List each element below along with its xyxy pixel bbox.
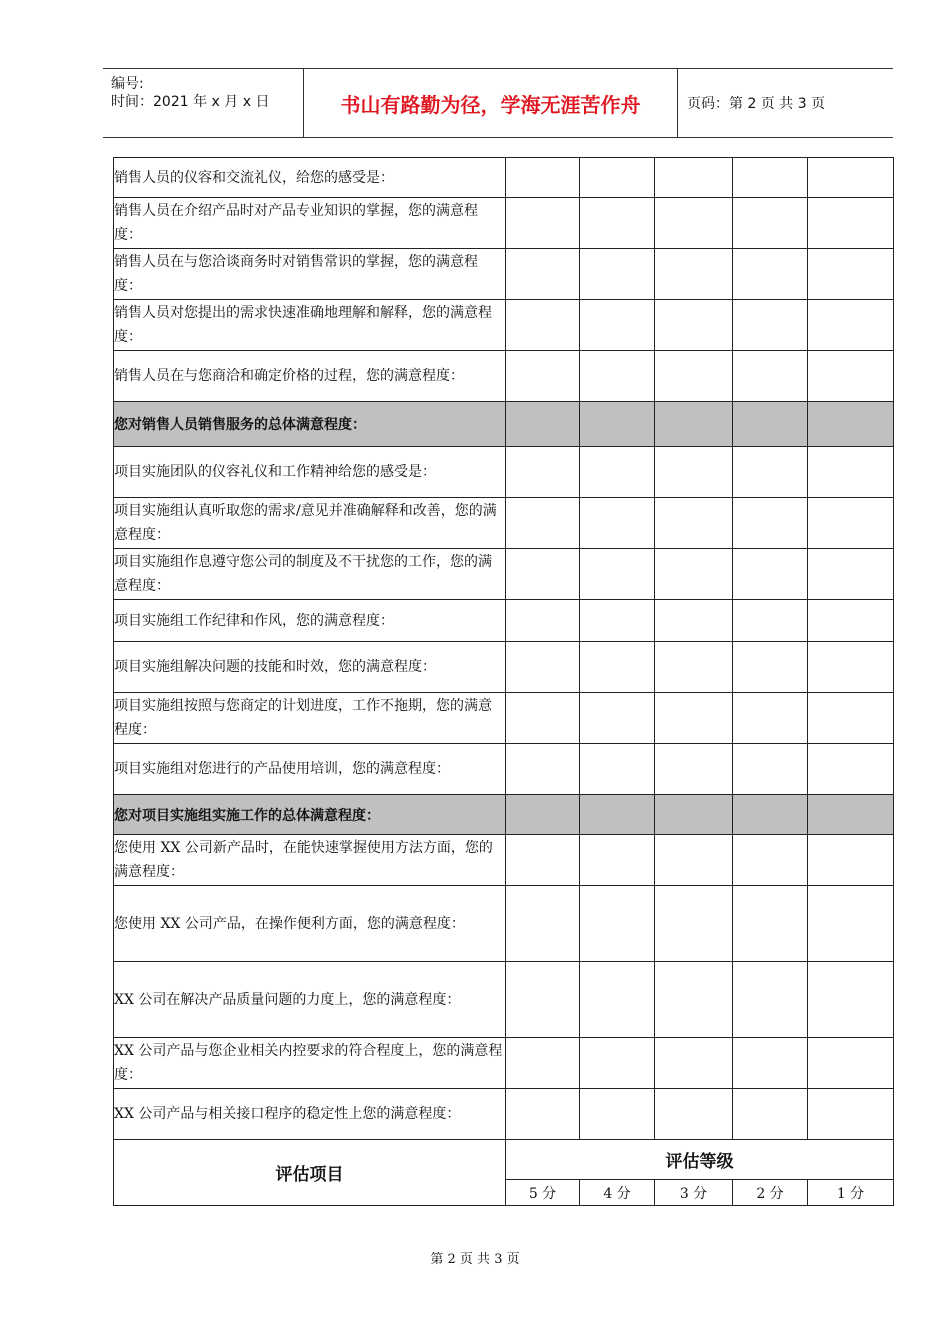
rating-cell[interactable] [808, 600, 894, 642]
rating-cell[interactable] [733, 962, 808, 1038]
summary-cell: 您对销售人员销售服务的总体满意程度： [114, 402, 506, 447]
page-footer: 第 2 页 共 3 页 [430, 1252, 520, 1267]
rating-cell[interactable] [808, 693, 894, 744]
rating-cell[interactable] [733, 198, 808, 249]
rating-cell[interactable] [580, 1089, 655, 1140]
rating-cell[interactable] [733, 744, 808, 795]
table-row [114, 1038, 894, 1089]
rating-cell[interactable] [655, 962, 733, 1038]
rating-cell[interactable] [655, 835, 733, 886]
rating-cell[interactable] [506, 198, 580, 249]
rating-cell[interactable] [580, 1038, 655, 1089]
rating-cell[interactable] [808, 886, 894, 962]
rating-cell[interactable] [808, 744, 894, 795]
table-header-row [114, 1140, 894, 1180]
rating-cell[interactable] [808, 642, 894, 693]
rating-cell[interactable] [506, 693, 580, 744]
table-row [114, 549, 894, 600]
evaluation-table [113, 157, 894, 1206]
table-row [114, 962, 894, 1038]
time-label: 时间：2021 年 x 月 x 日 [111, 94, 270, 110]
rating-cell[interactable] [580, 795, 655, 835]
rating-cell[interactable] [506, 498, 580, 549]
rating-cell[interactable] [808, 158, 894, 198]
rating-cell[interactable] [655, 498, 733, 549]
rating-cell[interactable] [808, 1089, 894, 1140]
rating-cell[interactable] [655, 744, 733, 795]
table-row [114, 693, 894, 744]
rating-cell[interactable] [733, 447, 808, 498]
question-cell: XX 公司产品与您企业相关内控要求的符合程度上，您的满意程度： [114, 1038, 506, 1089]
rating-cell[interactable] [655, 886, 733, 962]
table-row [114, 249, 894, 300]
rating-cell[interactable] [580, 693, 655, 744]
rating-cell[interactable] [733, 402, 808, 447]
rating-cell[interactable] [733, 351, 808, 402]
header-motto: 书山有路勤为径，学海无涯苦作舟 [304, 69, 678, 137]
rating-cell[interactable] [580, 402, 655, 447]
rating-cell[interactable] [808, 447, 894, 498]
rating-cell[interactable] [506, 642, 580, 693]
summary-cell: 您对项目实施组实施工作的总体满意程度： [114, 795, 506, 835]
rating-cell[interactable] [506, 962, 580, 1038]
table-row [114, 886, 894, 962]
rating-cell[interactable] [506, 1038, 580, 1089]
rating-cell[interactable] [655, 693, 733, 744]
rating-cell[interactable] [655, 249, 733, 300]
question-cell: 项目实施组工作纪律和作风，您的满意程度： [114, 600, 506, 642]
rating-cell[interactable] [808, 498, 894, 549]
number-label: 编号: [111, 76, 144, 92]
rating-cell[interactable] [580, 198, 655, 249]
table-row [114, 300, 894, 351]
question-cell: 项目实施组解决问题的技能和时效，您的满意程度： [114, 642, 506, 693]
score-header: 5 分 [506, 1180, 580, 1206]
rating-cell[interactable] [506, 795, 580, 835]
question-cell: 您使用 XX 公司新产品时，在能快速掌握使用方法方面，您的满意程度： [114, 835, 506, 886]
rating-cell[interactable] [580, 642, 655, 693]
rating-cell[interactable] [506, 351, 580, 402]
rating-cell[interactable] [655, 351, 733, 402]
rating-cell[interactable] [580, 249, 655, 300]
question-cell: 销售人员在介绍产品时对产品专业知识的掌握，您的满意程度： [114, 198, 506, 249]
question-cell: 销售人员的仪容和交流礼仪，给您的感受是： [114, 158, 506, 198]
rating-cell[interactable] [506, 402, 580, 447]
score-header: 3 分 [655, 1180, 733, 1206]
rating-cell[interactable] [506, 300, 580, 351]
evaluation-item-header: 评估项目 [114, 1140, 506, 1206]
question-cell: 项目实施组按照与您商定的计划进度，工作不拖期，您的满意程度： [114, 693, 506, 744]
rating-cell[interactable] [506, 158, 580, 198]
rating-cell[interactable] [580, 600, 655, 642]
rating-cell[interactable] [808, 198, 894, 249]
rating-cell[interactable] [580, 962, 655, 1038]
question-cell: 您使用 XX 公司产品，在操作便利方面，您的满意程度： [114, 886, 506, 962]
rating-cell[interactable] [655, 402, 733, 447]
question-cell: 项目实施组对您进行的产品使用培训，您的满意程度： [114, 744, 506, 795]
score-header: 1 分 [808, 1180, 894, 1206]
rating-cell[interactable] [808, 1038, 894, 1089]
rating-cell[interactable] [808, 351, 894, 402]
rating-cell[interactable] [580, 498, 655, 549]
rating-cell[interactable] [733, 835, 808, 886]
rating-cell[interactable] [655, 795, 733, 835]
rating-cell[interactable] [808, 962, 894, 1038]
table-row [114, 158, 894, 198]
rating-cell[interactable] [655, 549, 733, 600]
rating-cell[interactable] [733, 693, 808, 744]
header-meta [103, 69, 304, 137]
rating-cell[interactable] [733, 549, 808, 600]
rating-cell[interactable] [808, 300, 894, 351]
question-cell: XX 公司产品与相关接口程序的稳定性上您的满意程度： [114, 1089, 506, 1140]
rating-cell[interactable] [580, 447, 655, 498]
rating-cell[interactable] [808, 835, 894, 886]
rating-cell[interactable] [655, 447, 733, 498]
question-cell: 项目实施组认真听取您的需求/意见并准确解释和改善，您的满意程度： [114, 498, 506, 549]
rating-cell[interactable] [655, 1038, 733, 1089]
rating-cell[interactable] [808, 549, 894, 600]
rating-cell[interactable] [580, 549, 655, 600]
question-cell: 销售人员对您提出的需求快速准确地理解和解释，您的满意程度： [114, 300, 506, 351]
rating-cell[interactable] [506, 549, 580, 600]
rating-cell[interactable] [655, 600, 733, 642]
summary-row [114, 795, 894, 835]
rating-cell[interactable] [733, 886, 808, 962]
rating-cell[interactable] [655, 1089, 733, 1140]
question-cell: 项目实施团队的仪容礼仪和工作精神给您的感受是： [114, 447, 506, 498]
rating-cell[interactable] [733, 1089, 808, 1140]
table-row [114, 600, 894, 642]
rating-cell[interactable] [655, 300, 733, 351]
rating-cell[interactable] [655, 642, 733, 693]
rating-cell[interactable] [808, 402, 894, 447]
rating-cell[interactable] [733, 1038, 808, 1089]
rating-cell[interactable] [506, 447, 580, 498]
rating-cell[interactable] [733, 498, 808, 549]
question-cell: 销售人员在与您洽谈商务时对销售常识的掌握，您的满意程度： [114, 249, 506, 300]
rating-cell[interactable] [733, 249, 808, 300]
table-row [114, 642, 894, 693]
question-cell: 项目实施组作息遵守您公司的制度及不干扰您的工作，您的满意程度： [114, 549, 506, 600]
rating-cell[interactable] [506, 835, 580, 886]
rating-cell[interactable] [580, 158, 655, 198]
rating-cell[interactable] [733, 600, 808, 642]
page-info: 页码：第 2 页 共 3 页 [687, 96, 826, 112]
score-header: 2 分 [733, 1180, 808, 1206]
rating-cell[interactable] [506, 886, 580, 962]
question-cell: XX 公司在解决产品质量问题的力度上，您的满意程度： [114, 962, 506, 1038]
table-row [114, 744, 894, 795]
table-row [114, 1089, 894, 1140]
rating-cell[interactable] [655, 198, 733, 249]
table-row [114, 447, 894, 498]
rating-cell[interactable] [808, 249, 894, 300]
table-row [114, 498, 894, 549]
question-cell: 销售人员在与您商洽和确定价格的过程，您的满意程度： [114, 351, 506, 402]
table-row [114, 351, 894, 402]
summary-row [114, 402, 894, 447]
rating-cell[interactable] [808, 795, 894, 835]
rating-cell[interactable] [580, 744, 655, 795]
rating-cell[interactable] [733, 642, 808, 693]
rating-cell[interactable] [733, 795, 808, 835]
rating-cell[interactable] [580, 835, 655, 886]
rating-cell[interactable] [580, 351, 655, 402]
rating-cell[interactable] [655, 158, 733, 198]
rating-cell[interactable] [580, 886, 655, 962]
rating-cell[interactable] [733, 158, 808, 198]
rating-cell[interactable] [580, 300, 655, 351]
rating-cell[interactable] [506, 249, 580, 300]
rating-cell[interactable] [733, 300, 808, 351]
table-row [114, 198, 894, 249]
table-row [114, 835, 894, 886]
rating-cell[interactable] [506, 744, 580, 795]
rating-cell[interactable] [506, 600, 580, 642]
evaluation-level-header: 评估等级 [506, 1140, 894, 1180]
rating-cell[interactable] [506, 1089, 580, 1140]
score-header: 4 分 [580, 1180, 655, 1206]
page-header [103, 68, 893, 138]
